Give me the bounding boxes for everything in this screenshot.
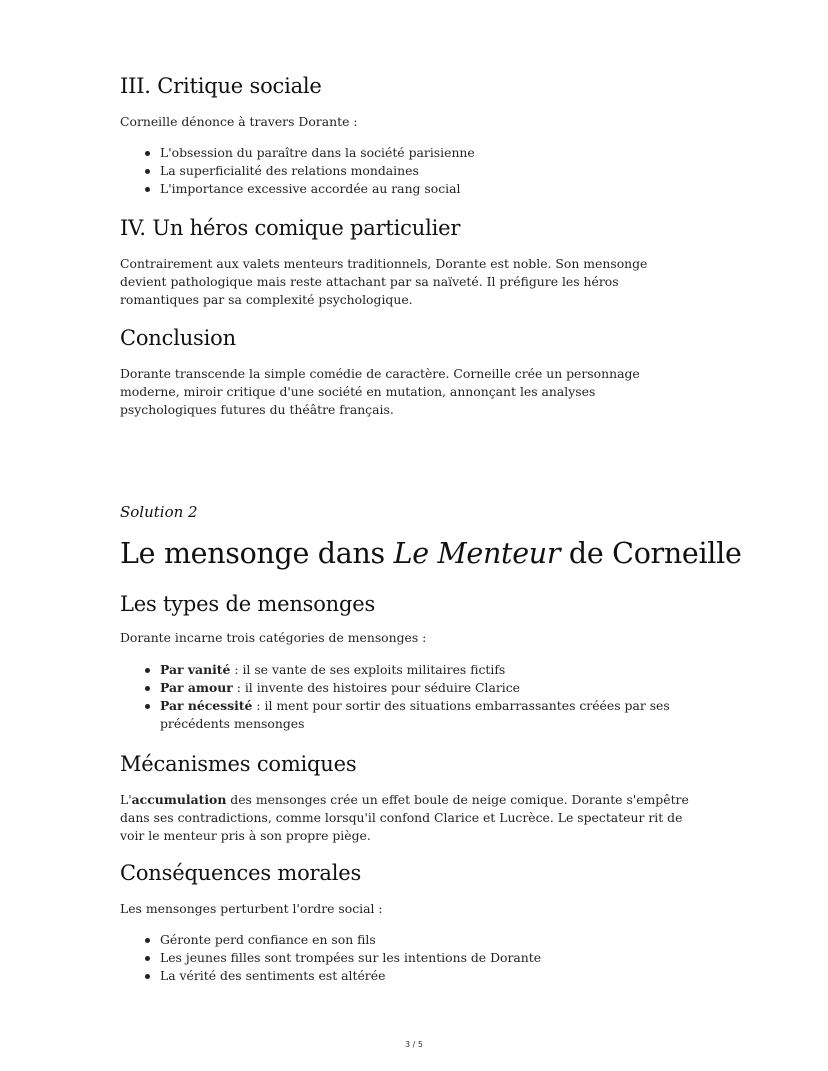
solution-label: Solution 2 [120, 503, 198, 521]
paragraph-line [120, 791, 689, 809]
section-intro: Corneille dénonce à travers Dorante : [120, 114, 358, 129]
paragraph-line: voir le menteur pris à son propre piège. [120, 828, 371, 843]
title-text: de Corneille [560, 537, 742, 570]
list-item [160, 697, 670, 733]
bullet-list-critique [120, 144, 475, 198]
bold-text: accumulation [131, 792, 227, 807]
list-item-bold: Par nécessité [160, 698, 253, 713]
paragraph-heros-comique [120, 255, 647, 309]
paragraph-line: moderne, miroir critique d'une société en mutation, annonçant les analyses [120, 384, 596, 399]
section-heading-critique-sociale: III. Critique sociale [120, 74, 322, 98]
section-intro: Dorante incarne trois catégories de mensonges : [120, 630, 427, 645]
list-item [160, 661, 670, 679]
paragraph-line: devient pathologique mais reste attachant par sa naïveté. Il préfigure les héros [120, 274, 619, 289]
list-item-text: : il ment pour sortir des situations embarrassantes créées par ses [252, 698, 670, 713]
paragraph-line: Dorante transcende la simple comédie de caractère. Corneille crée un personnage [120, 366, 640, 381]
section-heading-conclusion: Conclusion [120, 326, 236, 350]
list-item-text: : il se vante de ses exploits militaires fictifs [230, 662, 506, 677]
list-item-bold: Par amour [160, 680, 233, 695]
text-span: des mensonges crée un effet boule de neige comique. Dorante s'empêtre [226, 792, 689, 807]
bullet-list-types [120, 661, 670, 733]
section-heading-types-mensonges: Les types de mensonges [120, 592, 376, 616]
list-item-text: précédents mensonges [160, 716, 305, 731]
list-item-bold: Par vanité [160, 662, 231, 677]
section-heading-consequences: Conséquences morales [120, 861, 362, 885]
title-italic-text: Le Menteur [393, 537, 561, 570]
list-item: L'obsession du paraître dans la société parisienne [160, 145, 475, 160]
list-item: Les jeunes filles sont trompées sur les intentions de Dorante [160, 950, 542, 965]
list-item: La superficialité des relations mondaines [160, 162, 475, 180]
paragraph-line: psychologiques futures du théâtre français. [120, 402, 394, 417]
paragraph-line: Contrairement aux valets menteurs traditionnels, Dorante est noble. Son mensonge [120, 256, 648, 271]
section-heading-heros-comique: IV. Un héros comique particulier [120, 216, 461, 240]
list-item: L'importance excessive accordée au rang social [160, 180, 475, 198]
page-number: 3 / 5 [405, 1040, 423, 1049]
paragraph-conclusion [120, 365, 640, 419]
list-item-text: : il invente des histoires pour séduire Clarice [232, 680, 521, 695]
document-title [120, 537, 742, 570]
section-intro: Les mensonges perturbent l'ordre social : [120, 901, 383, 916]
list-item: Géronte perd confiance en son fils [160, 931, 541, 949]
title-text: Le mensonge dans [120, 537, 394, 570]
text-span: L' [120, 792, 132, 807]
paragraph-line: dans ses contradictions, comme lorsqu'il confond Clarice et Lucrèce. Le spectateur rit de [120, 810, 683, 825]
list-item [160, 679, 670, 697]
list-item: La vérité des sentiments est altérée [160, 967, 541, 985]
bullet-list-consequences [120, 931, 541, 985]
paragraph-line: romantiques par sa complexité psychologique. [120, 292, 413, 307]
section-heading-mecanismes: Mécanismes comiques [120, 752, 357, 776]
paragraph-mecanismes [120, 791, 689, 845]
